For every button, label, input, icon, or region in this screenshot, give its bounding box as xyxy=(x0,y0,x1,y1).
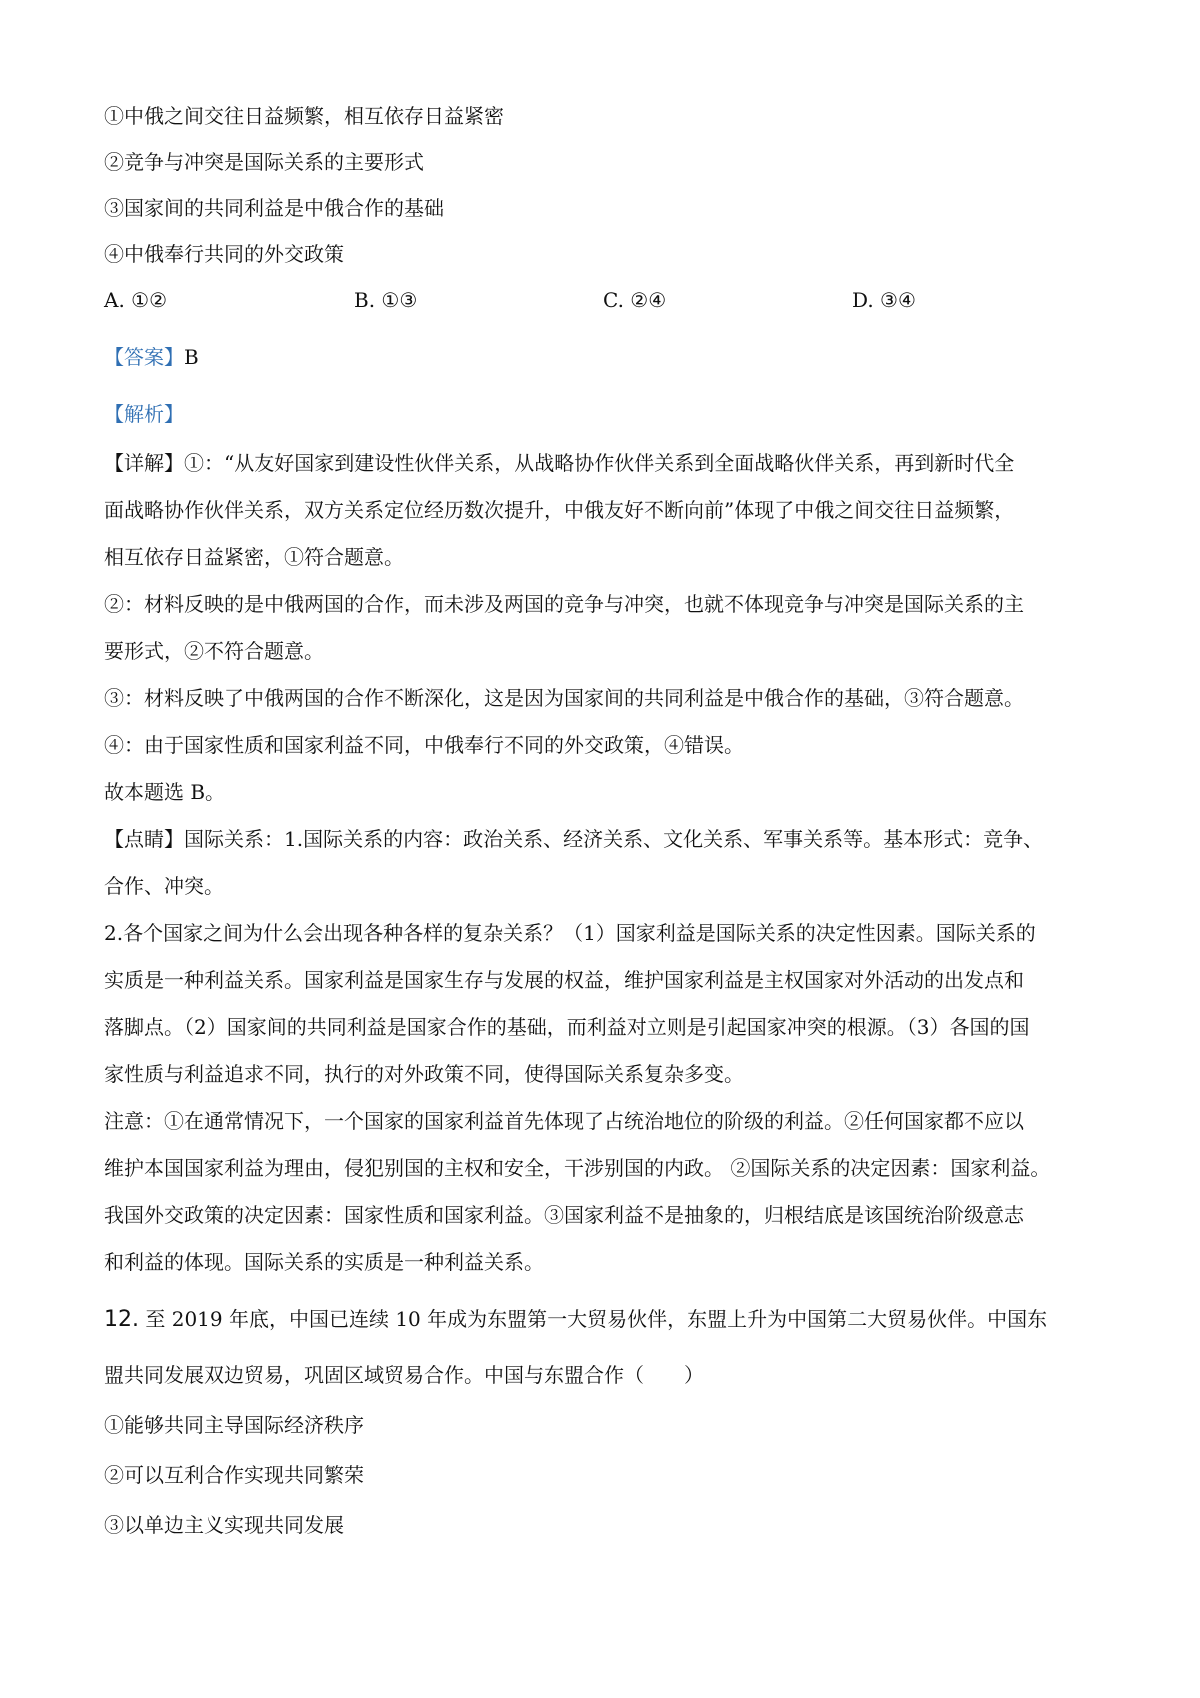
option-b: B. ①③ xyxy=(354,288,418,312)
analysis-line: 落脚点。（2）国家间的共同利益是国家合作的基础，而利益对立则是引起国家冲突的根源。（3）各国的国 xyxy=(104,1015,1030,1039)
analysis-line: 维护本国国家利益为理由，侵犯别国的主权和安全，干涉别国的内政。 ②国际关系的决定因素：国家利益。 xyxy=(104,1156,1051,1180)
q12-stem-text: 至 2019 年底，中国已连续 10 年成为东盟第一大贸易伙伴，东盟上升为中国第二大贸易伙伴。中国东 xyxy=(145,1307,1048,1331)
q11-choice-4: ④中俄奉行共同的外交政策 xyxy=(104,242,344,266)
analysis-line: 合作、冲突。 xyxy=(104,874,224,898)
analysis-line: 面战略协作伙伴关系，双方关系定位经历数次提升，中俄友好不断向前”体现了中俄之间交往日益频繁， xyxy=(104,498,1015,522)
analysis-line: 和利益的体现。国际关系的实质是一种利益关系。 xyxy=(104,1250,544,1274)
answer-value: B xyxy=(184,345,199,369)
analysis-line: ③：材料反映了中俄两国的合作不断深化，这是因为国家间的共同利益是中俄合作的基础，③符合题意。 xyxy=(104,686,1024,710)
analysis-line: 【详解】①：“从友好国家到建设性伙伴关系，从战略协作伙伴关系到全面战略伙伴关系，再到新时代全 xyxy=(104,451,1015,475)
q12-choice-1: ①能够共同主导国际经济秩序 xyxy=(104,1413,364,1437)
analysis-line: 实质是一种利益关系。国家利益是国家生存与发展的权益，维护国家利益是主权国家对外活动的出发点和 xyxy=(104,968,1024,992)
answer-tag: 【答案】 xyxy=(104,345,184,369)
analysis-line: 相互依存日益紧密，①符合题意。 xyxy=(104,545,404,569)
q12-stem-line xyxy=(104,1307,1047,1332)
option-c: C. ②④ xyxy=(603,288,667,312)
q12-number: 12. xyxy=(104,1307,139,1332)
analysis-tag: 【解析】 xyxy=(104,402,184,426)
q11-choice-2: ②竞争与冲突是国际关系的主要形式 xyxy=(104,150,424,174)
q12-stem-line: 盟共同发展双边贸易，巩固区域贸易合作。中国与东盟合作（ ） xyxy=(104,1363,704,1387)
q11-choice-3: ③国家间的共同利益是中俄合作的基础 xyxy=(104,196,444,220)
analysis-line: 注意：①在通常情况下，一个国家的国家利益首先体现了占统治地位的阶级的利益。②任何国家都不应以 xyxy=(104,1109,1024,1133)
analysis-line: 家性质与利益追求不同，执行的对外政策不同，使得国际关系复杂多变。 xyxy=(104,1062,744,1086)
analysis-line: 【点睛】国际关系：1.国际关系的内容：政治关系、经济关系、文化关系、军事关系等。基本形式：竞争、 xyxy=(104,827,1044,851)
analysis-line: 我国外交政策的决定因素：国家性质和国家利益。③国家利益不是抽象的，归根结底是该国统治阶级意志 xyxy=(104,1203,1024,1227)
q11-choice-1: ①中俄之间交往日益频繁，相互依存日益紧密 xyxy=(104,104,504,128)
q12-choice-2: ②可以互利合作实现共同繁荣 xyxy=(104,1463,364,1487)
option-d: D. ③④ xyxy=(852,288,916,312)
analysis-line: ②：材料反映的是中俄两国的合作，而未涉及两国的竞争与冲突，也就不体现竞争与冲突是国际关系的主 xyxy=(104,592,1024,616)
analysis-line: 2.各个国家之间为什么会出现各种各样的复杂关系？（1）国家利益是国际关系的决定性因素。国际关系的 xyxy=(104,921,1036,945)
analysis-line: ④：由于国家性质和国家利益不同，中俄奉行不同的外交政策，④错误。 xyxy=(104,733,744,757)
analysis-line: 故本题选 B。 xyxy=(104,780,226,804)
analysis-line: 要形式，②不符合题意。 xyxy=(104,639,324,663)
answer-line xyxy=(104,345,199,369)
q12-choice-3: ③以单边主义实现共同发展 xyxy=(104,1513,344,1537)
option-a: A. ①② xyxy=(104,288,168,312)
